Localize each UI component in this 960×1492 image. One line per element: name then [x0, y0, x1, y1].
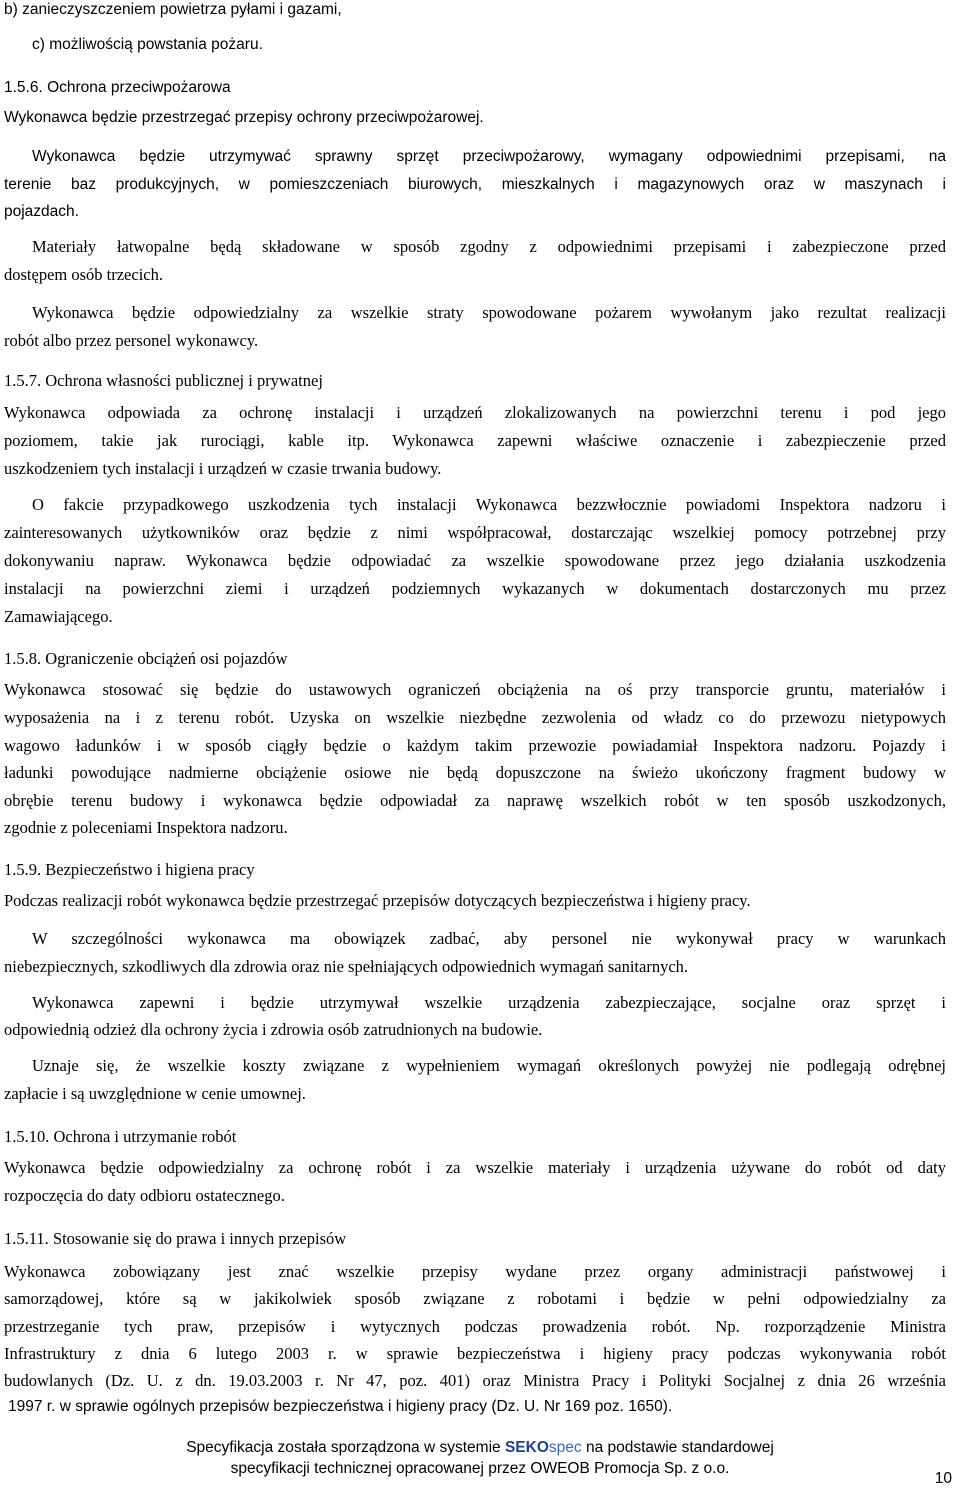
paragraph-line: wyposażenia na i z terenu robót. Uzyska on wszelkie niezbędne zezwolenia od władz co do przewozu nietypowych — [4, 708, 946, 727]
paragraph-line: zapłacie i są uwzględnione w cenie umownej. — [4, 1084, 306, 1103]
paragraph-line: niebezpiecznych, szkodliwych dla zdrowia oraz nie spełniających odpowiednich wymagań sanitarnych. — [4, 957, 689, 976]
paragraph-line: budowlanych (Dz. U. z dn. 19.03.2003 r. Nr 47, poz. 401) oraz Ministra Pracy i Polityki Socjalnej z dnia 26 września — [4, 1371, 946, 1390]
paragraph-line: Wykonawca będzie przestrzegać przepisy ochrony przeciwpożarowej. — [4, 109, 484, 126]
footer-line-1 — [0, 1439, 960, 1457]
paragraph-line: O fakcie przypadkowego uszkodzenia tych instalacji Wykonawca bezzwłocznie powiadomi Inspektora nadzoru i — [32, 495, 946, 514]
paragraph-line: 1997 r. w sprawie ogólnych przepisów bezpieczeństwa i higieny pracy (Dz. U. Nr 169 poz. 1650). — [8, 1398, 673, 1415]
paragraph-line: Wykonawca odpowiada za ochronę instalacji i urządzeń zlokalizowanych na powierzchni terenu i pod jego — [4, 403, 946, 422]
paragraph-line: Uznaje się, że wszelkie koszty związane z wypełnieniem wymagań określonych powyżej nie podlegają odrębnej — [32, 1056, 946, 1075]
paragraph-line: Wykonawca będzie odpowiedzialny za wszelkie straty spowodowane pożarem wywołanym jako rezultat realizacji — [32, 303, 946, 322]
paragraph-line: samorządowej, które są w jakikolwiek sposób związane z robotami i będzie w pełni odpowiedzialny za — [4, 1289, 946, 1308]
paragraph-line: Podczas realizacji robót wykonawca będzie przestrzegać przepisów dotyczących bezpieczeństwa i higieny pracy. — [4, 891, 751, 910]
paragraph-line: uszkodzeniem tych instalacji i urządzeń w czasie trwania budowy. — [4, 459, 442, 478]
section-heading: 1.5.8. Ograniczenie obciążeń osi pojazdów — [4, 649, 288, 668]
paragraph-line: ładunki powodujące nadmierne obciążenie osiowe nie będą dopuszczone na świeżo ukończony fragment budowy w — [4, 763, 946, 782]
footer-suffix: na podstawie standardowej — [581, 1439, 774, 1456]
sekospec-logo-spec: spec — [548, 1439, 582, 1456]
footer-prefix: Specyfikacja została sporządzona w systemie — [186, 1439, 505, 1456]
list-item: c) możliwością powstania pożaru. — [32, 36, 263, 53]
paragraph-line: obrębie terenu budowy i wykonawca będzie odpowiadał za naprawę wszelkich robót w ten sposób uszkodzonych, — [4, 791, 946, 810]
paragraph-line: odpowiednią odzież dla ochrony życia i zdrowia osób zatrudnionych na budowie. — [4, 1020, 543, 1039]
footer-line-2: specyfikacji technicznej opracowanej przez OWEOB Promocja Sp. z o.o. — [230, 1460, 730, 1477]
paragraph-line: zainteresowanych użytkowników oraz będzie z nimi współpracował, dostarczając wszelkiej pomocy potrzebnej przy — [4, 523, 946, 542]
paragraph-line: Materiały łatwopalne będą składowane w sposób zgodny z odpowiednimi przepisami i zabezpieczone przed — [32, 237, 946, 256]
paragraph-line: wagowo ładunków i w sposób ciągły będzie o każdym takim przewozie powiadamiał Inspektora nadzoru. Pojazdy i — [4, 736, 946, 755]
paragraph-line: przestrzeganie tych praw, przepisów i wytycznych podczas prowadzenia robót. Np. rozporządzenie Ministra — [4, 1317, 946, 1336]
paragraph-line: zgodnie z poleceniami Inspektora nadzoru. — [4, 818, 288, 837]
list-item: b) zanieczyszczeniem powietrza pyłami i gazami, — [4, 1, 342, 18]
paragraph-line: dokonywaniu napraw. Wykonawca będzie odpowiadać za wszelkie spowodowane przez jego działania uszkodzenia — [4, 551, 946, 570]
section-heading: 1.5.10. Ochrona i utrzymanie robót — [4, 1127, 237, 1146]
paragraph-line: pojazdach. — [4, 203, 79, 220]
paragraph-line: terenie baz produkcyjnych, w pomieszczeniach biurowych, mieszkalnych i magazynowych oraz w maszynach i — [4, 176, 946, 193]
paragraph-line: Wykonawca zapewni i będzie utrzymywał wszelkie urządzenia zabezpieczające, socjalne oraz sprzęt i — [32, 993, 946, 1012]
paragraph-line: dostępem osób trzecich. — [4, 265, 163, 284]
section-heading: 1.5.6. Ochrona przeciwpożarowa — [4, 79, 231, 96]
paragraph-line: Wykonawca będzie utrzymywać sprawny sprzęt przeciwpożarowy, wymagany odpowiednimi przepisami, na — [32, 148, 946, 165]
section-heading: 1.5.11. Stosowanie się do prawa i innych przepisów — [4, 1229, 347, 1248]
paragraph-line: W szczególności wykonawca ma obowiązek zadbać, aby personel nie wykonywał pracy w warunkach — [32, 929, 946, 948]
paragraph-line: Zamawiającego. — [4, 607, 113, 626]
paragraph-line: Infrastruktury z dnia 6 lutego 2003 r. w sprawie bezpieczeństwa i higieny pracy podczas wykonywania robót — [4, 1344, 946, 1363]
paragraph-line: instalacji na powierzchni ziemi i urządzeń podziemnych wykazanych w dokumentach dostarczonych mu przez — [4, 579, 946, 598]
section-heading: 1.5.7. Ochrona własności publicznej i prywatnej — [4, 371, 323, 390]
sekospec-logo-seko: SEKO — [504, 1439, 549, 1456]
paragraph-line: Wykonawca stosować się będzie do ustawowych ograniczeń obciążenia na oś przy transporcie gruntu, materiałów i — [4, 680, 946, 699]
paragraph-line: rozpoczęcia do daty odbioru ostatecznego. — [4, 1186, 285, 1205]
paragraph-line: robót albo przez personel wykonawcy. — [4, 331, 259, 350]
paragraph-line: poziomem, takie jak rurociągi, kable itp. Wykonawca zapewni właściwe oznaczenie i zabezpieczenie przed — [4, 431, 946, 450]
page-number: 10 — [934, 1470, 952, 1487]
paragraph-line: Wykonawca zobowiązany jest znać wszelkie przepisy wydane przez organy administracji państwowej i — [4, 1262, 946, 1281]
section-heading: 1.5.9. Bezpieczeństwo i higiena pracy — [4, 860, 255, 879]
paragraph-line: Wykonawca będzie odpowiedzialny za ochronę robót i za wszelkie materiały i urządzenia używane do robót od daty — [4, 1158, 946, 1177]
